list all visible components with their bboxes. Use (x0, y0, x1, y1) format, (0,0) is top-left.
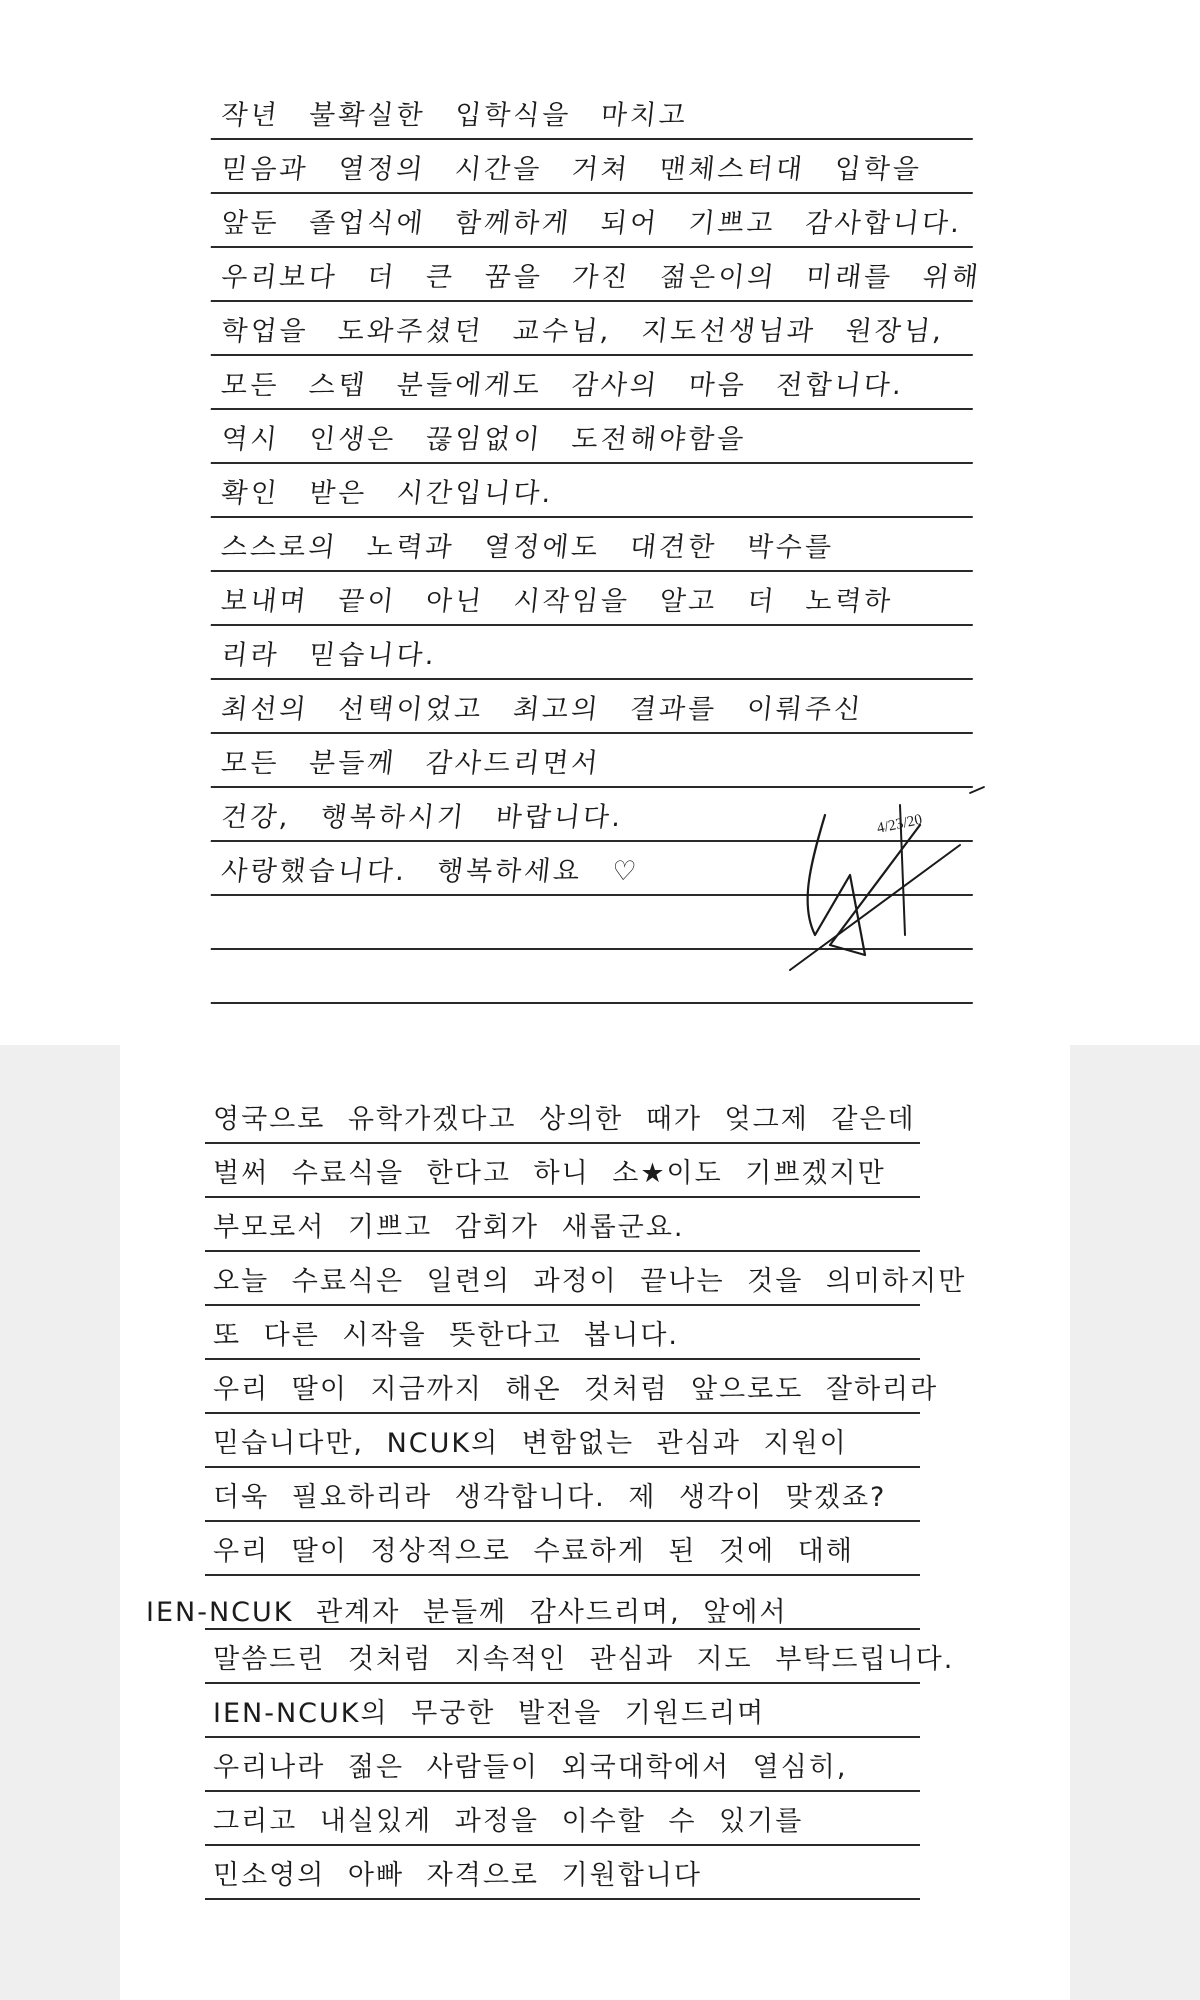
signature-date: 4/23/20 (875, 811, 924, 837)
letter-1-line: 모든 스텝 분들에게도 감사의 마음 전합니다. (211, 366, 978, 410)
letter-1-line: 리라 믿습니다. (211, 636, 978, 680)
letter-1-line: 최선의 선택이었고 최고의 결과를 이뤄주신 (211, 690, 978, 734)
handwritten-signature (770, 785, 1010, 985)
letter-2-line: 우리 딸이 정상적으로 수료하게 된 것에 대해 (205, 1532, 920, 1576)
letter-2-line: IEN-NCUK의 무궁한 발전을 기원드리며 (205, 1694, 920, 1738)
letter-2-line: 그리고 내실있게 과정을 이수할 수 있기를 (205, 1802, 920, 1846)
letter-2-page (120, 1045, 1070, 2000)
letter-1-line: 스스로의 노력과 열정에도 대견한 박수를 (211, 528, 978, 572)
letter-1-line: 학업을 도와주셨던 교수님, 지도선생님과 원장님, (211, 312, 978, 356)
letter-2-background (0, 1045, 1200, 2000)
letter-2-line: 말씀드린 것처럼 지속적인 관심과 지도 부탁드립니다. (205, 1640, 920, 1684)
letter-2-line: 우리나라 젊은 사람들이 외국대학에서 열심히, (205, 1748, 920, 1792)
letter-1-line: 사랑했습니다. 행복하세요 ♡ (211, 852, 978, 896)
letter-1-line: 확인 받은 시간입니다. (211, 474, 978, 518)
letter-1-line: 건강, 행복하시기 바랍니다. (211, 798, 978, 842)
letter-2-line: 민소영의 아빠 자격으로 기원합니다 (205, 1856, 920, 1900)
letter-2-line: 더욱 필요하리라 생각합니다. 제 생각이 맞겠죠? (205, 1478, 920, 1522)
letter-1-line: 역시 인생은 끊임없이 도전해야함을 (211, 420, 978, 464)
letter-2-line: 우리 딸이 지금까지 해온 것처럼 앞으로도 잘하리라 (205, 1370, 920, 1414)
letter-1-line: 작년 불확실한 입학식을 마치고 (211, 96, 978, 140)
letter-2-line: 오늘 수료식은 일련의 과정이 끝나는 것을 의미하지만 (205, 1262, 920, 1306)
letter-2-line: 또 다른 시작을 뜻한다고 봅니다. (205, 1316, 920, 1360)
letter-2-line: 부모로서 기쁘고 감회가 새롭군요. (205, 1208, 920, 1252)
letter-2-line: 벌써 수료식을 한다고 하니 소★이도 기쁘겠지만 (205, 1154, 920, 1198)
letter-1-line: 모든 분들께 감사드리면서 (211, 744, 978, 788)
letter-2-line: 영국으로 유학가겠다고 상의한 때가 엊그제 같은데 (205, 1100, 920, 1144)
letter-1-line: 보내며 끝이 아닌 시작임을 알고 더 노력하 (211, 582, 978, 626)
letter-1-line: 앞둔 졸업식에 함께하게 되어 기쁘고 감사합니다. (211, 204, 978, 248)
letter-2-margin-line: IEN-NCUK 관계자 분들께 감사드리며, 앞에서 (146, 1597, 788, 1628)
letter-1-line: 믿음과 열정의 시간을 거쳐 맨체스터대 입학을 (211, 150, 978, 194)
letter-2-line: 믿습니다만, NCUK의 변함없는 관심과 지원이 (205, 1424, 920, 1468)
letter-1-line: 우리보다 더 큰 꿈을 가진 젊은이의 미래를 위해 (211, 258, 978, 302)
